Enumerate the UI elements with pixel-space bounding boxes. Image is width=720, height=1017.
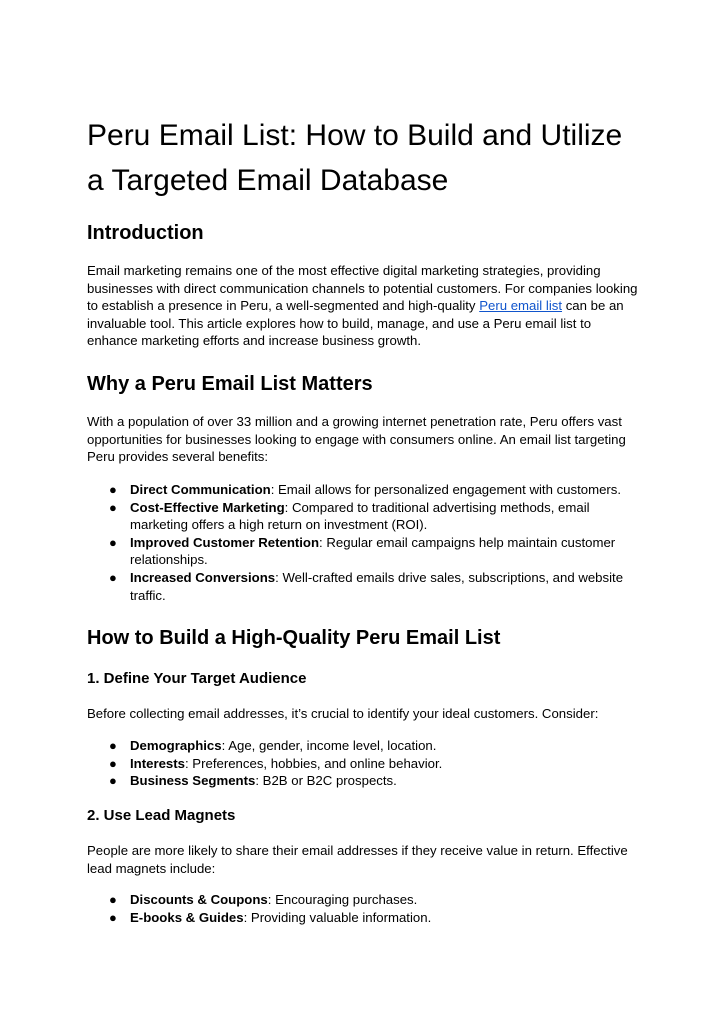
why-benefits-list — [87, 481, 647, 604]
list-item-term: Increased Conversions — [130, 569, 276, 585]
list-item-desc: : Well-crafted emails drive sales, subscriptions, and website traffic. — [130, 569, 624, 603]
list-item — [87, 755, 647, 773]
step2-list — [87, 891, 647, 926]
list-item — [87, 891, 647, 909]
bullet-icon: ● — [109, 738, 117, 753]
list-item — [87, 534, 647, 569]
list-item — [87, 737, 647, 755]
bullet-icon: ● — [109, 534, 117, 550]
intro-heading: Introduction — [87, 222, 204, 244]
step1-heading: 1. Define Your Target Audience — [87, 670, 307, 687]
step1-list — [87, 737, 647, 790]
step2-heading: 2. Use Lead Magnets — [87, 807, 236, 824]
bullet-icon: ● — [109, 892, 117, 907]
list-item-term: Business Segments — [130, 773, 256, 789]
list-item-term: Improved Customer Retention — [130, 534, 320, 550]
document-title: Peru Email List: How to Build and Utilize a Targeted Email Database — [87, 119, 623, 197]
list-item-desc: : Encouraging purchases. — [267, 892, 418, 907]
list-item-term: Demographics — [130, 738, 222, 753]
intro-text-after-link: can be an invaluable tool. This article explores how to build, manage, and use a Peru email list to enhance marketing efforts and increase business growth. — [87, 298, 624, 349]
list-item-term: E-books & Guides — [130, 909, 244, 925]
list-item-term: Discounts & Coupons — [130, 892, 268, 907]
list-item — [87, 569, 647, 604]
why-paragraph: With a population of over 33 million and a growing internet penetration rate, Peru offers vast opportunities for businesses looking to engage with consumers online. An email list targeting Peru provides several benefits: — [87, 414, 626, 465]
list-item-desc: : Email allows for personalized engagement with customers. — [270, 482, 622, 497]
bullet-icon: ● — [109, 482, 117, 497]
list-item-desc: : Compared to traditional advertising methods, email marketing offers a high return on investment (ROI). — [130, 499, 590, 533]
bullet-icon: ● — [109, 909, 117, 925]
peru-email-list-link[interactable]: Peru email list — [479, 298, 563, 314]
list-item-desc: : B2B or B2C prospects. — [255, 773, 397, 789]
list-item — [87, 772, 647, 790]
bullet-icon: ● — [109, 569, 117, 585]
list-item-term: Cost-Effective Marketing — [130, 499, 285, 515]
list-item-desc: : Preferences, hobbies, and online behavior. — [184, 755, 443, 771]
list-item — [87, 481, 647, 499]
list-item — [87, 909, 647, 927]
list-item-desc: : Age, gender, income level, location. — [221, 738, 437, 753]
list-item-term: Direct Communication — [130, 482, 271, 497]
intro-paragraph — [87, 262, 642, 350]
list-item-desc: : Providing valuable information. — [243, 909, 432, 925]
list-item-term: Interests — [130, 755, 185, 771]
why-heading: Why a Peru Email List Matters — [87, 373, 373, 395]
bullet-icon: ● — [109, 499, 117, 515]
intro-text-before-link: Email marketing remains one of the most effective digital marketing strategies, providing businesses with direct communication channels to potential customers. For companies looking to establish a presence in Peru, a well-segmented and high-quality — [87, 263, 638, 314]
list-item — [87, 499, 647, 534]
step2-paragraph: People are more likely to share their email addresses if they receive value in return. Effective lead magnets include: — [87, 843, 628, 876]
step1-paragraph: Before collecting email addresses, it’s crucial to identify your ideal customers. Consider: — [87, 706, 599, 721]
bullet-icon: ● — [109, 755, 117, 771]
how-heading: How to Build a High-Quality Peru Email List — [87, 627, 501, 649]
list-item-desc: : Regular email campaigns help maintain customer relationships. — [130, 534, 616, 568]
bullet-icon: ● — [109, 773, 117, 789]
